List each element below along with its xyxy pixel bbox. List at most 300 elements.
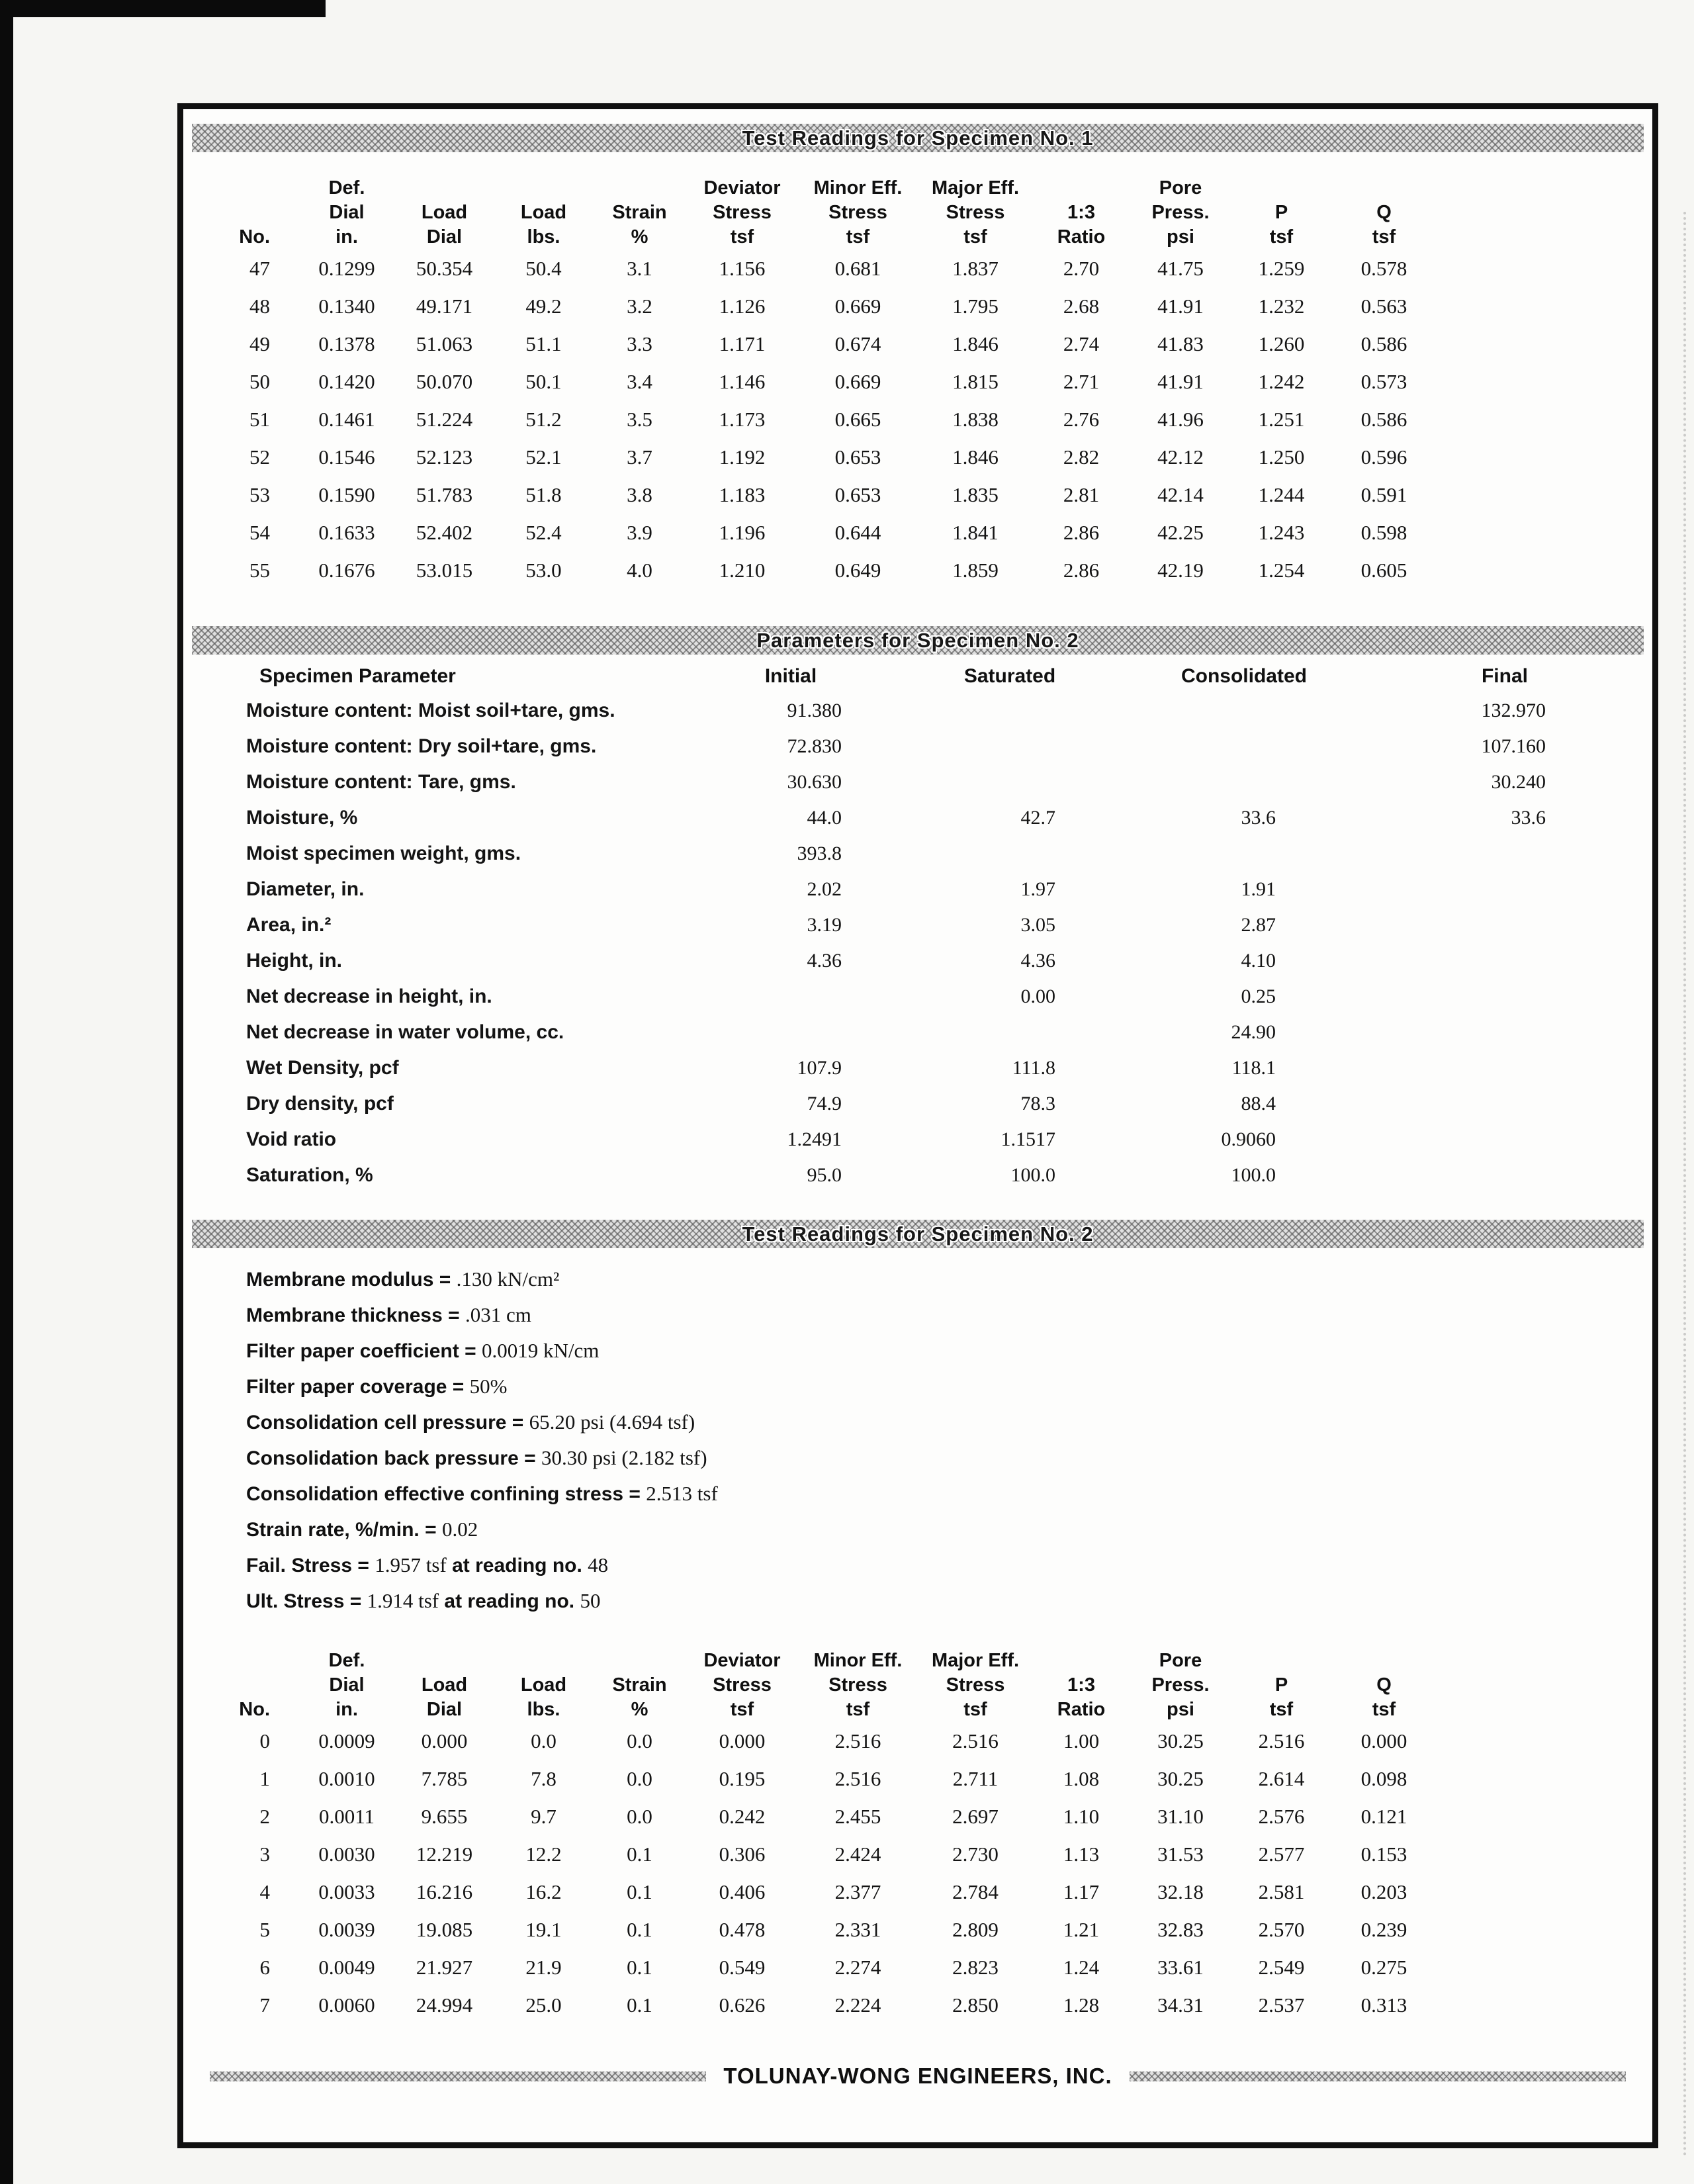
note-label: Consolidation cell pressure = <box>246 1412 529 1433</box>
reading-value: 0.0039 <box>318 1918 375 1941</box>
reading-value: 51.8 <box>525 483 562 506</box>
reading-value: 0.605 <box>1360 559 1407 582</box>
reading-value: 2.274 <box>834 1956 881 1979</box>
column-header <box>1032 1649 1131 1673</box>
reading-value: 1.846 <box>952 332 999 355</box>
reading-value: 48 <box>249 295 270 318</box>
reading-value: 21.927 <box>416 1956 473 1979</box>
reading-value: 24.994 <box>416 1993 473 2017</box>
reading-value: 1.835 <box>952 483 999 506</box>
parameter-row <box>246 800 1641 836</box>
reading-value: 0.573 <box>1360 370 1407 393</box>
reading-value: 0.406 <box>719 1880 766 1903</box>
test-note <box>246 1369 1652 1404</box>
parameter-row <box>246 836 1641 872</box>
parameter-value <box>1368 1050 1641 1086</box>
reading-value: 3.7 <box>627 445 652 469</box>
reading-value: 0.313 <box>1360 1993 1407 2017</box>
parameter-label: Moisture, % <box>246 807 358 829</box>
note-value: 48 <box>588 1553 609 1576</box>
parameter-value <box>1368 872 1641 907</box>
reading-value: 50.070 <box>416 370 473 393</box>
reading-value: 2.581 <box>1258 1880 1305 1903</box>
parameter-column-header: Saturated <box>963 665 1056 687</box>
parameter-column-header: Final <box>1481 665 1528 687</box>
reading-value: 7.785 <box>421 1767 468 1790</box>
column-header <box>211 176 300 201</box>
parameter-value: 1.1517 <box>1001 1128 1055 1150</box>
reading-value: 53.015 <box>416 559 473 582</box>
column-header: tsf <box>963 226 987 248</box>
reading-value: 0.203 <box>1360 1880 1407 1903</box>
reading-value: 0.000 <box>1360 1729 1407 1752</box>
reading-value: 7 <box>259 1993 270 2017</box>
reading-value: 50.4 <box>525 257 562 280</box>
reading-value: 4 <box>259 1880 270 1903</box>
reading-value: 1.13 <box>1063 1843 1100 1866</box>
reading-row <box>211 287 1435 325</box>
test-note <box>246 1261 1652 1297</box>
parameter-value: 44.0 <box>807 807 842 829</box>
parameter-label: Moist specimen weight, gms. <box>246 842 521 864</box>
reading-value: 2.516 <box>952 1729 999 1752</box>
reading-value: 3.4 <box>627 370 652 393</box>
reading-value: 2.81 <box>1063 483 1100 506</box>
parameter-column-header: Specimen Parameter <box>259 665 456 687</box>
reading-value: 2.74 <box>1063 332 1100 355</box>
column-header: Stress <box>713 202 772 223</box>
reading-value: 0.591 <box>1360 483 1407 506</box>
reading-value: 32.18 <box>1157 1880 1204 1903</box>
section-header-test-readings-1 <box>192 124 1644 152</box>
reading-value: 51.2 <box>525 408 562 431</box>
reading-value: 0.000 <box>421 1729 468 1752</box>
reading-value: 1.251 <box>1258 408 1305 431</box>
readings-table-specimen-1 <box>211 176 1435 589</box>
column-header: Dial <box>329 1674 365 1696</box>
column-header: Deviator <box>703 177 781 199</box>
column-header: Strain <box>612 1674 667 1696</box>
parameter-value: 1.91 <box>1241 878 1276 900</box>
reading-value: 1.196 <box>719 521 766 544</box>
note-value: 1.957 tsf <box>375 1553 447 1576</box>
parameter-row <box>246 907 1641 943</box>
parameter-row <box>246 1015 1641 1050</box>
reading-value: 1.192 <box>719 445 766 469</box>
reading-value: 1.156 <box>719 257 766 280</box>
reading-row <box>211 1835 1435 1873</box>
column-header <box>393 1649 496 1673</box>
reading-value: 0.674 <box>834 332 881 355</box>
footer-rule-left <box>210 2071 706 2081</box>
reading-value: 0.0010 <box>318 1767 375 1790</box>
reading-value: 19.085 <box>416 1918 473 1941</box>
reading-value: 52.402 <box>416 521 473 544</box>
column-header: psi <box>1167 226 1194 248</box>
section-title: Test Readings for Specimen No. 2 <box>742 1222 1094 1246</box>
reading-value: 1.146 <box>719 370 766 393</box>
column-header: No. <box>239 226 270 248</box>
reading-value: 3.8 <box>627 483 652 506</box>
parameter-label: Saturation, % <box>246 1164 373 1186</box>
reading-value: 41.91 <box>1157 370 1204 393</box>
scan-dotted-artifact <box>1683 212 1686 2158</box>
reading-value: 0.598 <box>1360 521 1407 544</box>
parameter-value: 0.00 <box>1020 985 1055 1007</box>
page-footer <box>210 2064 1626 2089</box>
note-value: 2.513 tsf <box>646 1482 718 1505</box>
footer-rule-right <box>1130 2071 1626 2081</box>
column-header <box>211 1673 300 1698</box>
reading-value: 1.173 <box>719 408 766 431</box>
column-header: tsf <box>1269 1699 1294 1720</box>
reading-value: 1.815 <box>952 370 999 393</box>
parameter-value: 72.830 <box>787 735 842 757</box>
reading-value: 31.10 <box>1157 1805 1204 1828</box>
reading-value: 51.783 <box>416 483 473 506</box>
reading-value: 34.31 <box>1157 1993 1204 2017</box>
reading-value: 0.1461 <box>318 408 375 431</box>
parameter-row <box>246 1086 1641 1122</box>
reading-value: 9.655 <box>421 1805 468 1828</box>
column-header: lbs. <box>527 226 560 248</box>
reading-row <box>211 1873 1435 1911</box>
parameter-value: 30.630 <box>787 771 842 793</box>
reading-value: 1.28 <box>1063 1993 1100 2017</box>
column-header: Dial <box>329 202 365 223</box>
reading-value: 1.232 <box>1258 295 1305 318</box>
reading-value: 0.653 <box>834 445 881 469</box>
reading-value: 1.250 <box>1258 445 1305 469</box>
reading-value: 12.219 <box>416 1843 473 1866</box>
parameter-value <box>1120 764 1368 800</box>
parameter-value <box>1368 943 1641 979</box>
parameter-value: 4.36 <box>1020 950 1055 972</box>
reading-value: 42.14 <box>1157 483 1204 506</box>
reading-value: 19.1 <box>525 1918 562 1941</box>
parameter-value: 1.97 <box>1020 878 1055 900</box>
reading-row <box>211 1911 1435 1948</box>
reading-value: 2.71 <box>1063 370 1100 393</box>
reading-value: 0.626 <box>719 1993 766 2017</box>
test-note <box>246 1512 1652 1547</box>
reading-row <box>211 476 1435 514</box>
parameter-value <box>1120 693 1368 729</box>
note-label: Filter paper coefficient = <box>246 1340 482 1362</box>
section-header-test-readings-2 <box>192 1220 1644 1248</box>
reading-value: 50.1 <box>525 370 562 393</box>
reading-value: 54 <box>249 521 270 544</box>
parameter-row <box>246 1122 1641 1158</box>
test-note <box>246 1440 1652 1476</box>
reading-value: 21.9 <box>525 1956 562 1979</box>
reading-value: 0.0011 <box>318 1805 375 1828</box>
parameter-value <box>1368 1122 1641 1158</box>
column-header: in. <box>335 1699 358 1720</box>
parameter-value: 91.380 <box>787 700 842 721</box>
reading-value: 0.1420 <box>318 370 375 393</box>
reading-value: 2.516 <box>1258 1729 1305 1752</box>
reading-value: 2.76 <box>1063 408 1100 431</box>
reading-value: 2.70 <box>1063 257 1100 280</box>
parameter-value <box>1120 729 1368 764</box>
reading-value: 0.153 <box>1360 1843 1407 1866</box>
reading-value: 0.0060 <box>318 1993 375 2017</box>
parameters-table-specimen-2 <box>246 660 1641 1193</box>
column-header: Minor Eff. <box>813 177 903 199</box>
reading-row <box>211 325 1435 363</box>
reading-value: 0.1 <box>627 1956 652 1979</box>
parameter-value <box>900 693 1120 729</box>
column-header: 1:3 <box>1067 1674 1095 1696</box>
note-label: Consolidation back pressure = <box>246 1447 541 1469</box>
column-header <box>393 176 496 201</box>
note-label: Membrane thickness = <box>246 1304 465 1326</box>
reading-value: 53.0 <box>525 559 562 582</box>
column-header <box>1333 176 1435 201</box>
reading-value: 55 <box>249 559 270 582</box>
reading-value: 0.1 <box>627 1918 652 1941</box>
reading-value: 0.275 <box>1360 1956 1407 1979</box>
reading-value: 2.576 <box>1258 1805 1305 1828</box>
column-header: in. <box>335 226 358 248</box>
parameter-value: 107.9 <box>797 1057 842 1079</box>
parameter-value <box>1368 836 1641 872</box>
parameter-value <box>900 836 1120 872</box>
section-title: Parameters for Specimen No. 2 <box>756 628 1079 652</box>
reading-value: 0.653 <box>834 483 881 506</box>
reading-value: 41.96 <box>1157 408 1204 431</box>
reading-value: 2.697 <box>952 1805 999 1828</box>
column-header: Minor Eff. <box>813 1650 903 1671</box>
parameter-value: 88.4 <box>1241 1093 1276 1115</box>
column-header: Press. <box>1151 1674 1210 1696</box>
reading-value: 1.846 <box>952 445 999 469</box>
parameter-row <box>246 729 1641 764</box>
reading-value: 31.53 <box>1157 1843 1204 1866</box>
parameter-value: 1.2491 <box>787 1128 842 1150</box>
section-header-parameters-2 <box>192 626 1644 655</box>
reading-value: 1.10 <box>1063 1805 1100 1828</box>
reading-value: 1.00 <box>1063 1729 1100 1752</box>
reading-value: 2.570 <box>1258 1918 1305 1941</box>
reading-value: 2.224 <box>834 1993 881 2017</box>
reading-value: 30.25 <box>1157 1767 1204 1790</box>
parameter-value: 33.6 <box>1511 807 1546 829</box>
reading-value: 1.837 <box>952 257 999 280</box>
reading-value: 0.586 <box>1360 332 1407 355</box>
reading-value: 12.2 <box>525 1843 562 1866</box>
reading-value: 16.216 <box>416 1880 473 1903</box>
reading-value: 2.516 <box>834 1729 881 1752</box>
column-header: tsf <box>730 226 754 248</box>
reading-value: 0.549 <box>719 1956 766 1979</box>
reading-value: 3.3 <box>627 332 652 355</box>
reading-value: 0.669 <box>834 295 881 318</box>
test-note <box>246 1583 1652 1619</box>
parameter-row <box>246 1050 1641 1086</box>
parameter-label: Dry density, pcf <box>246 1093 394 1115</box>
reading-value: 47 <box>249 257 270 280</box>
reading-value: 0.0 <box>627 1729 652 1752</box>
note-value: .130 kN/cm² <box>456 1267 560 1291</box>
parameter-value: 111.8 <box>1012 1057 1055 1079</box>
parameter-label: Wet Density, pcf <box>246 1057 399 1079</box>
parameter-label: Void ratio <box>246 1128 337 1150</box>
reading-value: 42.12 <box>1157 445 1204 469</box>
parameter-value: 42.7 <box>1020 807 1055 829</box>
parameter-value <box>1368 1015 1641 1050</box>
reading-value: 1.08 <box>1063 1767 1100 1790</box>
reading-value: 2.537 <box>1258 1993 1305 2017</box>
test-note <box>246 1333 1652 1369</box>
reading-row <box>211 250 1435 287</box>
reading-value: 2.730 <box>952 1843 999 1866</box>
parameter-value: 100.0 <box>1231 1164 1276 1186</box>
test-note <box>246 1297 1652 1333</box>
report-page <box>177 103 1658 2148</box>
reading-value: 41.91 <box>1157 295 1204 318</box>
reading-value: 42.25 <box>1157 521 1204 544</box>
column-header <box>592 1649 688 1673</box>
reading-row <box>211 514 1435 551</box>
reading-value: 2.850 <box>952 1993 999 2017</box>
reading-value: 41.75 <box>1157 257 1204 280</box>
reading-value: 51.224 <box>416 408 473 431</box>
reading-value: 0.242 <box>719 1805 766 1828</box>
reading-value: 0.1 <box>627 1993 652 2017</box>
reading-value: 0.306 <box>719 1843 766 1866</box>
reading-value: 52.123 <box>416 445 473 469</box>
column-header: % <box>631 1699 648 1720</box>
reading-value: 1.244 <box>1258 483 1305 506</box>
parameter-value <box>1368 907 1641 943</box>
column-header: Ratio <box>1057 226 1106 248</box>
reading-value: 3.9 <box>627 521 652 544</box>
column-header: Pore <box>1159 1650 1202 1671</box>
reading-value: 1.210 <box>719 559 766 582</box>
reading-value: 0.1378 <box>318 332 375 355</box>
column-header: Major Eff. <box>931 177 1020 199</box>
reading-value: 1.795 <box>952 295 999 318</box>
parameter-label: Moisture content: Moist soil+tare, gms. <box>246 700 615 721</box>
reading-value: 0.563 <box>1360 295 1407 318</box>
parameter-value <box>1368 1158 1641 1193</box>
column-header: Press. <box>1151 202 1210 223</box>
parameter-value: 3.05 <box>1020 914 1055 936</box>
parameter-label: Moisture content: Dry soil+tare, gms. <box>246 735 597 757</box>
reading-value: 1.126 <box>719 295 766 318</box>
note-label: Fail. Stress = <box>246 1555 375 1576</box>
reading-value: 2.614 <box>1258 1767 1305 1790</box>
note-label: Filter paper coverage = <box>246 1376 470 1398</box>
parameter-row <box>246 979 1641 1015</box>
scan-edge-artifact-top <box>0 0 326 17</box>
column-header: P <box>1274 202 1288 223</box>
note-label: Membrane modulus = <box>246 1269 457 1291</box>
parameter-value: 100.0 <box>1010 1164 1055 1186</box>
reading-value: 2.577 <box>1258 1843 1305 1866</box>
reading-value: 1 <box>259 1767 270 1790</box>
reading-value: 1.183 <box>719 483 766 506</box>
column-header <box>211 201 300 225</box>
reading-value: 25.0 <box>525 1993 562 2017</box>
reading-value: 0.478 <box>719 1918 766 1941</box>
column-header: Dial <box>426 1699 463 1720</box>
reading-value: 5 <box>259 1918 270 1941</box>
column-header: tsf <box>1269 226 1294 248</box>
note-value: 50 <box>580 1589 601 1612</box>
column-header: Q <box>1376 1674 1392 1696</box>
column-header: Def. <box>328 177 365 199</box>
column-header <box>1032 176 1131 201</box>
reading-value: 3.1 <box>627 257 652 280</box>
column-header: psi <box>1167 1699 1194 1720</box>
reading-value: 30.25 <box>1157 1729 1204 1752</box>
parameter-value: 2.02 <box>807 878 842 900</box>
parameter-value: 30.240 <box>1491 771 1546 793</box>
parameter-value: 74.9 <box>807 1093 842 1115</box>
reading-value: 1.17 <box>1063 1880 1100 1903</box>
reading-row <box>211 1722 1435 1760</box>
note-value: 65.20 psi (4.694 tsf) <box>529 1410 695 1433</box>
parameter-value: 95.0 <box>807 1164 842 1186</box>
column-header: tsf <box>963 1699 987 1720</box>
reading-value: 52.4 <box>525 521 562 544</box>
note-label: Ult. Stress = <box>246 1590 367 1612</box>
parameter-value <box>1368 1086 1641 1122</box>
column-header: Stress <box>828 1674 887 1696</box>
reading-value: 52 <box>249 445 270 469</box>
column-header: % <box>631 226 648 248</box>
reading-value: 49.171 <box>416 295 473 318</box>
column-header: Stress <box>946 202 1005 223</box>
reading-value: 0.586 <box>1360 408 1407 431</box>
reading-value: 2.331 <box>834 1918 881 1941</box>
column-header <box>1333 1649 1435 1673</box>
reading-value: 52.1 <box>525 445 562 469</box>
reading-value: 0.1590 <box>318 483 375 506</box>
reading-value: 0.121 <box>1360 1805 1407 1828</box>
reading-value: 1.171 <box>719 332 766 355</box>
column-header: Q <box>1376 202 1392 223</box>
parameter-row <box>246 1158 1641 1193</box>
column-header: Pore <box>1159 177 1202 199</box>
column-header: Stress <box>828 202 887 223</box>
reading-value: 0.0 <box>531 1729 557 1752</box>
note-value: 0.0019 kN/cm <box>481 1339 600 1362</box>
note-label: Consolidation effective confining stress = <box>246 1483 646 1505</box>
section-title: Test Readings for Specimen No. 1 <box>742 126 1094 150</box>
reading-value: 3.5 <box>627 408 652 431</box>
parameter-row <box>246 764 1641 800</box>
parameter-value <box>900 729 1120 764</box>
reading-value: 16.2 <box>525 1880 562 1903</box>
reading-row <box>211 363 1435 400</box>
reading-value: 49.2 <box>525 295 562 318</box>
column-header: Ratio <box>1057 1699 1106 1720</box>
reading-value: 0.0 <box>627 1805 652 1828</box>
reading-value: 2.784 <box>952 1880 999 1903</box>
reading-value: 1.859 <box>952 559 999 582</box>
reading-value: 7.8 <box>531 1767 557 1790</box>
parameter-label: Net decrease in water volume, cc. <box>246 1021 564 1043</box>
column-header: tsf <box>730 1699 754 1720</box>
parameter-column-header: Initial <box>764 665 817 687</box>
parameter-value: 0.25 <box>1241 985 1276 1007</box>
scan-edge-artifact-left <box>0 0 13 2184</box>
reading-value: 0.596 <box>1360 445 1407 469</box>
